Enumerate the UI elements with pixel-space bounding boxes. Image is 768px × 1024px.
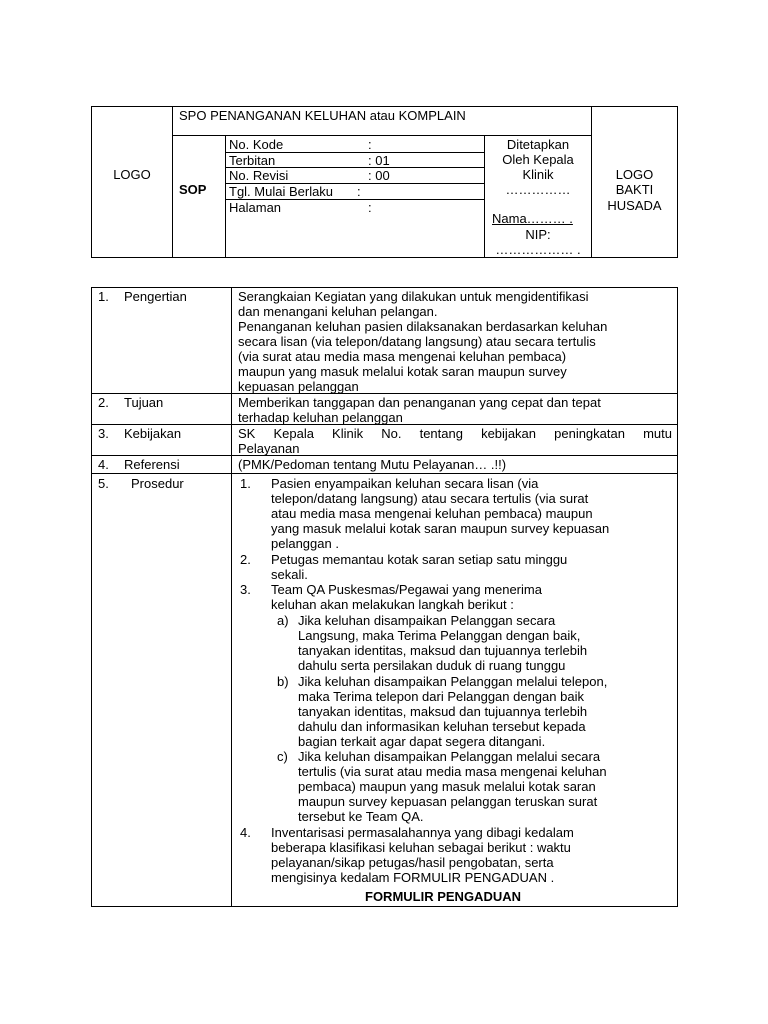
pengertian-line: Penanganan keluhan pasien dilaksanakan berdasarkan keluhan (238, 319, 608, 334)
field-value-revisi: : 00 (368, 168, 390, 183)
step-line: Inventarisasi permasalahannya yang dibagi kedalam (271, 825, 574, 840)
step-line: mengisinya kedalam FORMULIR PENGADUAN . (271, 870, 555, 885)
substep-line: Jika keluhan disampaikan Pelanggan secara (298, 613, 556, 628)
section-num: 5. (98, 476, 109, 491)
approval-line: Oleh Kepala (502, 152, 574, 167)
step-line: beberapa klasifikasi keluhan sebagai berikut : waktu (271, 840, 571, 855)
logo-left: LOGO (113, 167, 151, 182)
step-num: 3. (240, 582, 251, 597)
step-num: 2. (240, 552, 251, 567)
substep-line: tanyakan identitas, maksud dan tujuannya terlebih (298, 704, 588, 719)
substep-letter: b) (277, 674, 289, 689)
field-value-tgl: : (357, 184, 361, 199)
step-line: atau media masa mengenai keluhan pembaca) maupun (271, 506, 593, 521)
sop-label: SOP (179, 182, 207, 197)
substep-letter: a) (277, 613, 289, 628)
kebijakan-line: Pelayanan (238, 441, 300, 456)
step-line: Team QA Puskesmas/Pegawai yang menerima (271, 582, 542, 597)
section-label: Kebijakan (124, 426, 182, 441)
substep-line: Jika keluhan disampaikan Pelanggan melalui telepon, (298, 674, 608, 689)
field-label-terbitan: Terbitan (229, 153, 276, 168)
section-num: 2. (98, 395, 109, 410)
step-line: pelayanan/sikap petugas/hasil pengobatan, serta (271, 855, 554, 870)
field-label-revisi: No. Revisi (229, 168, 289, 183)
substep-line: dahulu dan informasikan keluhan tersebut kepada (298, 719, 586, 734)
section-label: Tujuan (124, 395, 164, 410)
approval-line: Ditetapkan (506, 137, 570, 152)
field-label-kode: No. Kode (229, 137, 284, 152)
section-label: Pengertian (124, 289, 187, 304)
header-divider (172, 106, 173, 258)
section-label: Referensi (124, 457, 180, 472)
step-num: 4. (240, 825, 251, 840)
tujuan-line: terhadap keluhan pelanggan (238, 410, 403, 425)
logo-right-line: HUSADA (607, 198, 662, 213)
approval-nip-value: ……………… . (495, 242, 581, 257)
substep-line: bagian terkait agar dapat segera ditangani. (298, 734, 546, 749)
approval-nip-label: NIP: (525, 227, 551, 242)
step-line: yang masuk melalui kotak saran maupun survey kepuasan (271, 521, 610, 536)
pengertian-line: (via surat atau media masa mengenai keluhan pembaca) (238, 349, 567, 364)
field-value-kode: : (368, 137, 372, 152)
kebijakan-line: SK Kepala Klinik No. tentang kebijakan peningkatan mutu (238, 426, 672, 441)
approval-nama: Nama……… . (492, 211, 573, 226)
step-line: telepon/datang langsung) atau secara tertulis (via surat (271, 491, 589, 506)
logo-right-line: BAKTI (615, 182, 654, 197)
step-num: 1. (240, 476, 251, 491)
step-line: sekali. (271, 567, 308, 582)
row-divider (91, 455, 678, 456)
substep-line: tertulis (via surat atau media masa mengenai keluhan (298, 764, 607, 779)
content-border-right (677, 287, 678, 907)
field-value-terbitan: : 01 (368, 153, 390, 168)
content-border-bottom (91, 906, 678, 907)
substep-line: dahulu serta persilakan duduk di ruang tunggu (298, 658, 566, 673)
substep-line: tersebut ke Team QA. (298, 809, 424, 824)
tujuan-line: Memberikan tanggapan dan penanganan yang cepat dan tepat (238, 395, 601, 410)
header-divider (225, 135, 226, 258)
section-label: Prosedur (131, 476, 184, 491)
pengertian-line: dan menangani keluhan pelangan. (238, 304, 438, 319)
pengertian-line: maupun yang masuk melalui kotak saran maupun survey (238, 364, 567, 379)
field-value-halaman: : (368, 200, 372, 215)
content-border-left (91, 287, 92, 907)
row-divider (91, 473, 678, 474)
substep-line: Langsung, maka Terima Pelanggan dengan baik, (298, 628, 581, 643)
substep-letter: c) (277, 749, 288, 764)
header-border-top (91, 106, 678, 107)
header-border-bottom (91, 257, 678, 258)
pengertian-line: Serangkaian Kegiatan yang dilakukan untuk mengidentifikasi (238, 289, 589, 304)
section-num: 1. (98, 289, 109, 304)
step-line: Pasien enyampaikan keluhan secara lisan (via (271, 476, 539, 491)
step-line: Petugas memantau kotak saran setiap satu minggu (271, 552, 568, 567)
pengertian-line: kepuasan pelanggan (238, 379, 359, 394)
formulir-heading: FORMULIR PENGADUAN (365, 889, 521, 904)
logo-right-line: LOGO (615, 167, 654, 182)
header-border-left (91, 106, 92, 258)
pengertian-line: secara lisan (via telepon/datang langsung) atau secara tertulis (238, 334, 596, 349)
row-divider (91, 393, 678, 394)
section-num: 3. (98, 426, 109, 441)
step-line: keluhan akan melakukan langkah berikut : (271, 597, 514, 612)
substep-line: Jika keluhan disampaikan Pelanggan melalui secara (298, 749, 601, 764)
approval-line: Klinik (522, 167, 554, 182)
section-num: 4. (98, 457, 109, 472)
content-column-divider (231, 287, 232, 907)
substep-line: maka Terima telepon dari Pelanggan dengan baik (298, 689, 584, 704)
referensi-text: (PMK/Pedoman tentang Mutu Pelayanan… .!!) (238, 457, 507, 472)
document-title: SPO PENANGANAN KELUHAN atau KOMPLAIN (179, 108, 466, 123)
content-border-top (91, 287, 678, 288)
substep-line: pembaca) maupun yang masuk melalui kotak saran (298, 779, 596, 794)
field-label-tgl: Tgl. Mulai Berlaku (229, 184, 334, 199)
step-line: pelanggan . (271, 536, 339, 551)
approval-line: …………… (505, 182, 571, 197)
header-divider (172, 135, 592, 136)
substep-line: maupun survey kepuasan pelanggan teruskan surat (298, 794, 598, 809)
substep-line: tanyakan identitas, maksud dan tujuannya terlebih (298, 643, 588, 658)
field-label-halaman: Halaman (229, 200, 282, 215)
header-border-right (677, 106, 678, 258)
